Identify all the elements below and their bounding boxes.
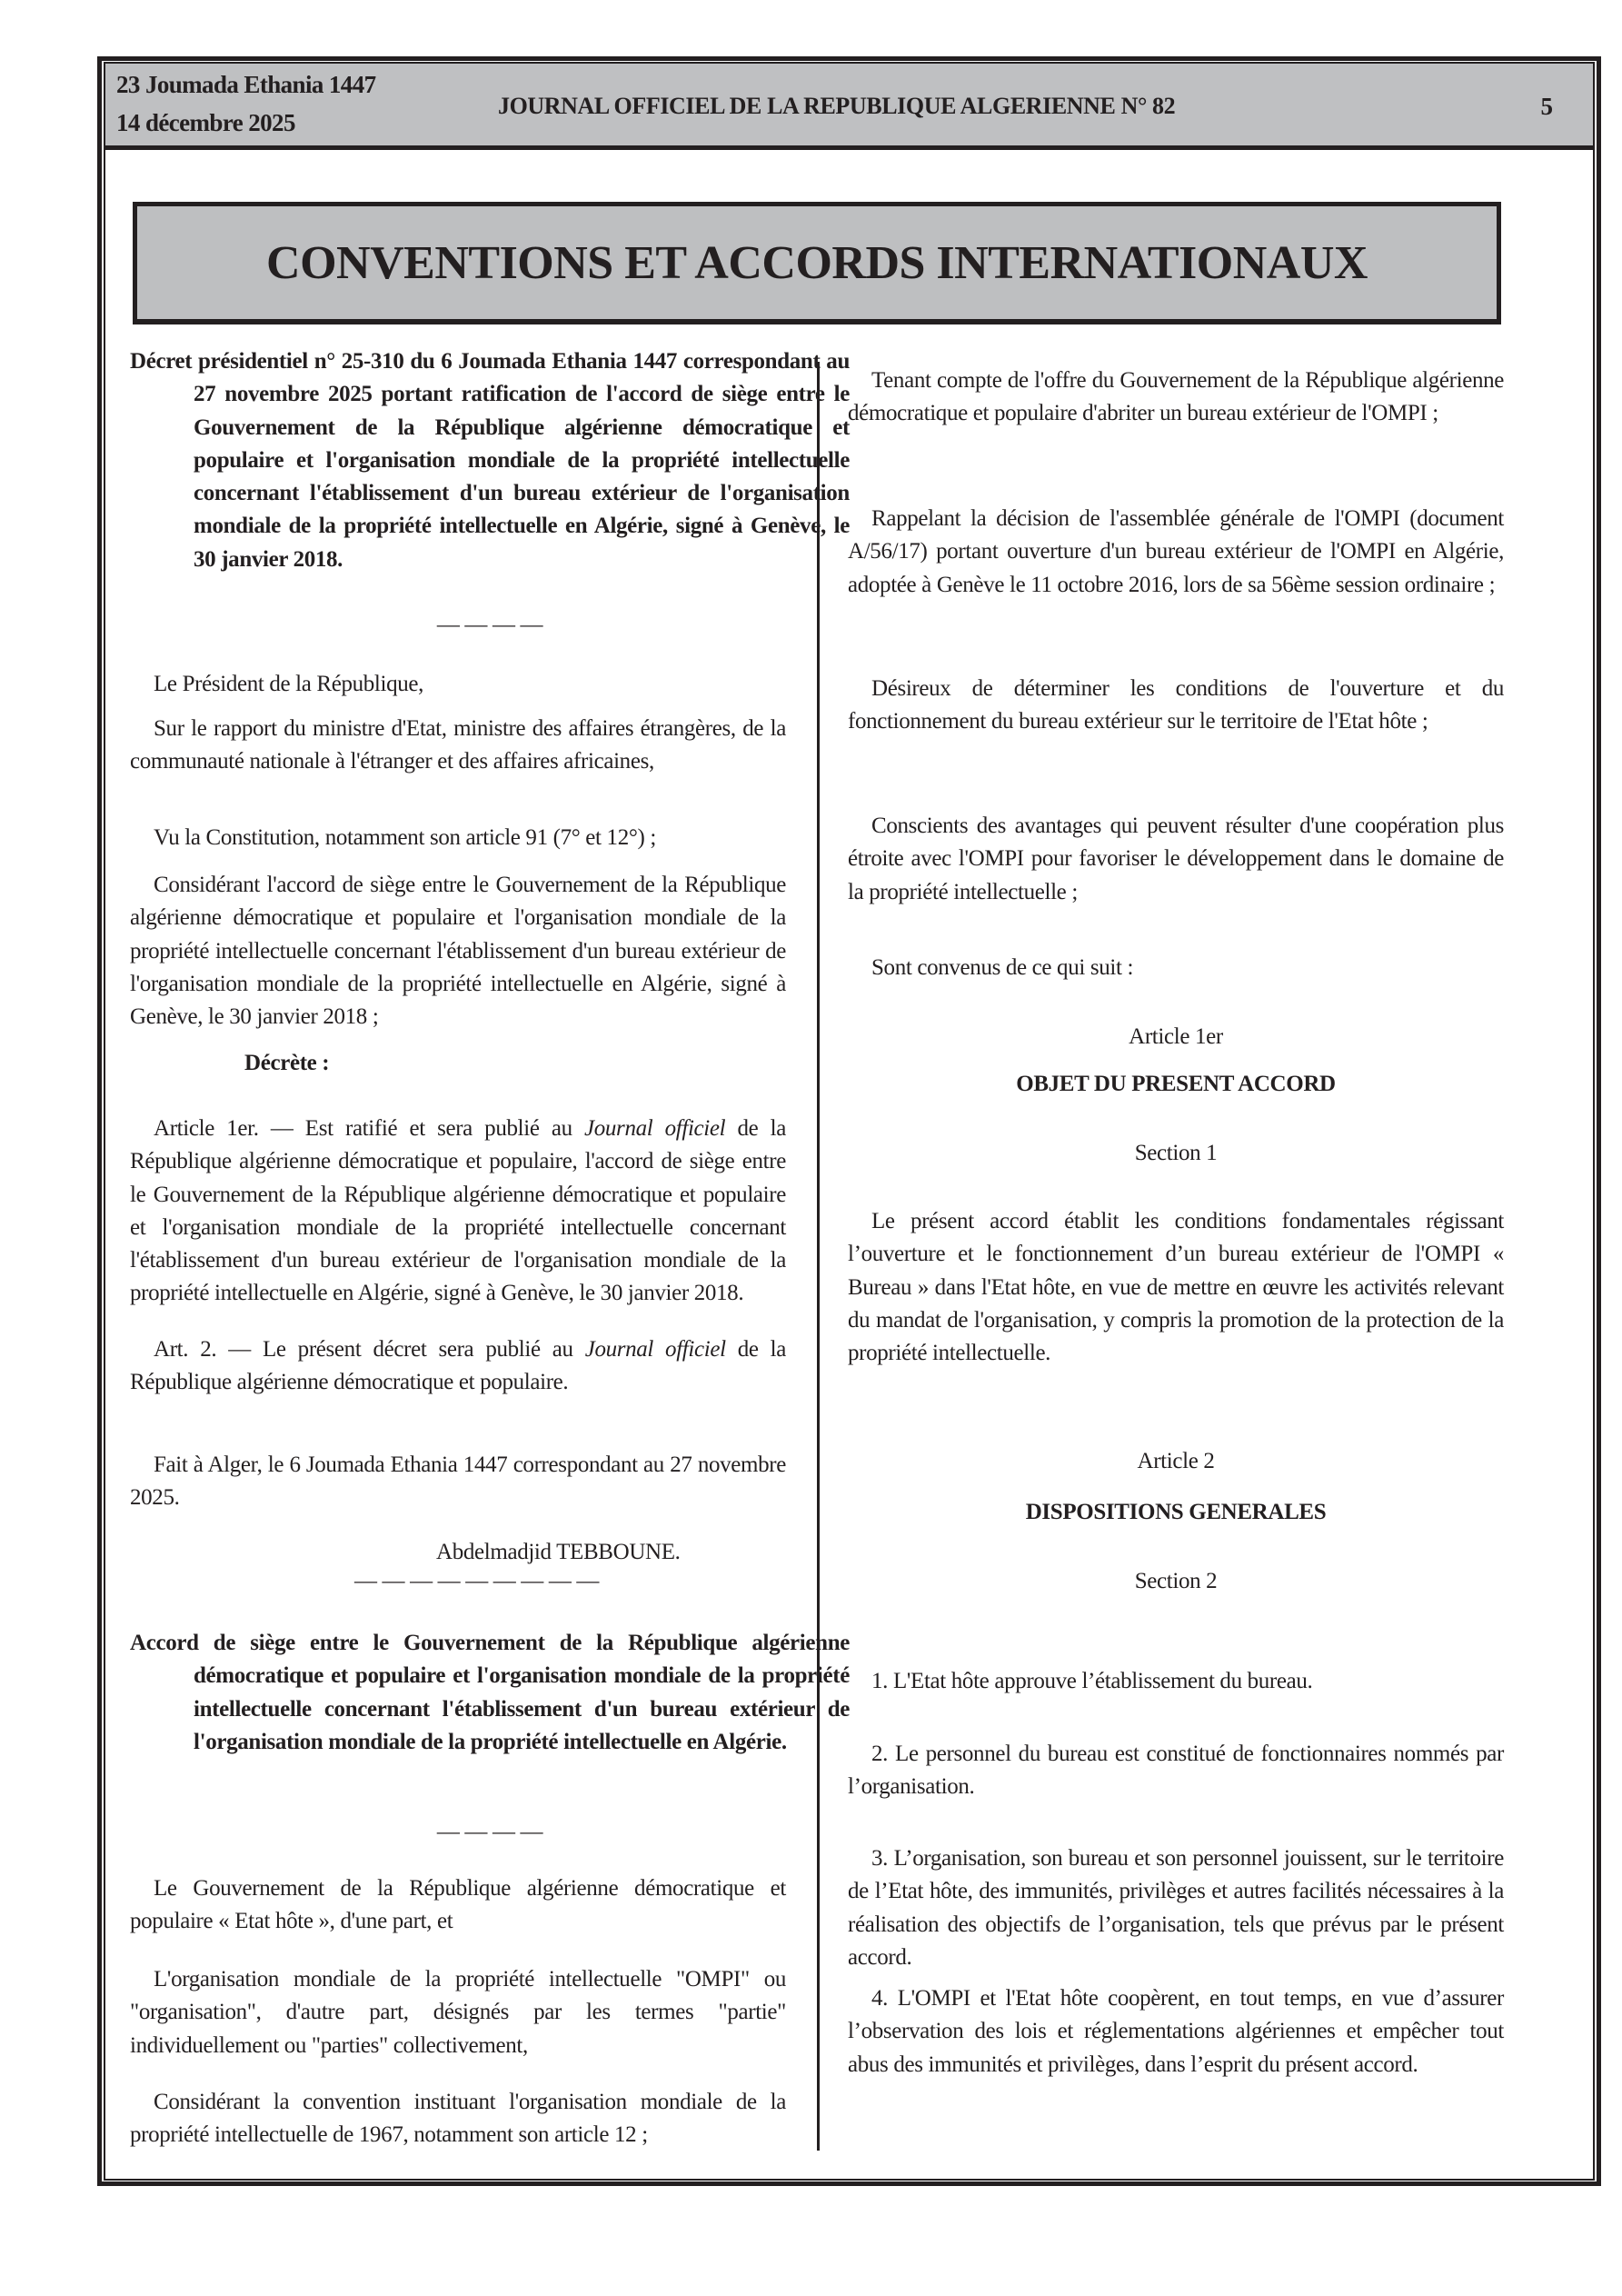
journal-officiel-italic: Journal officiel [584,1337,726,1362]
fait-a-alger: Fait à Alger, le 6 Joumada Ethania 1447 correspondant au 27 novembre 2025. [130,1452,786,1511]
accord-party-gouvernement: Le Gouvernement de la République algérienne démocratique et populaire « Etat hôte », d'une part, et [130,1876,786,1934]
section-1-label: Section 1 [1134,1141,1218,1165]
article-2-point-1: 1. L'Etat hôte approuve l’établissement du bureau. [871,1669,1313,1693]
header-hijri-date: 23 Joumada Ethania 1447 [116,71,376,98]
signature: Abdelmadjid TEBBOUNE. [436,1540,681,1564]
section-2-label: Section 2 [1134,1569,1218,1593]
accord-considerant: Considérant la convention instituant l'organisation mondiale de la propriété intellectuelle de 1967, notamment son article 12 ; [130,2090,786,2148]
article-2-point-3: 3. L’organisation, son bureau et son personnel jouissent, sur le territoire de l’Etat hôte, des immunités, privilèges et autres facilités nécessaires à la réalisation des objectifs de l’organisation, tels que prévus par le présent accord. [848,1846,1504,1970]
article-1-title: OBJET DU PRESENT ACCORD [1016,1072,1336,1096]
journal-officiel-italic: Journal officiel [584,1116,726,1141]
separator: — — — — [436,613,543,637]
preamble-desireux: Désireux de déterminer les conditions de l'ouverture et du fonctionnement du bureau extérieur sur le territoire de l'Etat hôte ; [848,676,1504,734]
separator: — — — — [436,1820,543,1844]
journal-title: JOURNAL OFFICIEL DE LA REPUBLIQUE ALGERIENNE N° 82 [498,93,1176,119]
page-number: 5 [1540,93,1553,120]
preamble-considerant: Considérant l'accord de siège entre le Gouvernement de la République algérienne démocratique et populaire et l'organisation mondiale de la propriété intellectuelle concernant l'établissement d'un bureau extérieur de l'organisation mondiale de la propriété intellectuelle en Algérie, signé à Genève, le 30 janvier 2018 ; [130,873,786,1030]
header-date: 14 décembre 2025 [116,109,295,136]
separator: — — — — — — — — — [354,1569,600,1593]
running-header [105,64,1593,150]
article-2-label: Article 2 [1137,1449,1215,1473]
text: Article 1er. — Est ratifié et sera publié au [154,1116,585,1141]
accord-party-organisation: L'organisation mondiale de la propriété intellectuelle "OMPI" ou "organisation", d'autre part, désignés par les termes "partie" individuellement ou "parties" collectivement, [130,1967,786,2058]
preamble-conscients: Conscients des avantages qui peuvent résulter d'une coopération plus étroite avec l'OMPI pour favoriser le développement dans le domaine de la propriété intellectuelle ; [848,814,1504,904]
decree-article-1 [130,1113,786,1311]
article-2-title: DISPOSITIONS GENERALES [1025,1500,1327,1524]
article-2-point-2: 2. Le personnel du bureau est constitué de fonctionnaires nommés par l’organisation. [848,1742,1504,1800]
article-2-point-4: 4. L'OMPI et l'Etat hôte coopèrent, en tout temps, en vue d’assurer l’observation des lois et réglementations algériennes et empêcher tout abus des immunités et privilèges, dans l’esprit du présent accord. [848,1986,1504,2077]
column-divider [817,362,820,2151]
accord-heading: Accord de siège entre le Gouvernement de la République algérienne démocratique et populaire et l'organisation mondiale de la propriété intellectuelle concernant l'établissement d'un bureau extérieur de l'organisation mondiale de la propriété intellectuelle en Algérie. [130,1631,850,1754]
preamble-tenant: Tenant compte de l'offre du Gouvernement de la République algérienne démocratique et populaire d'abriter un bureau extérieur de l'OMPI ; [848,368,1504,426]
article-1-label: Article 1er [1129,1024,1223,1049]
preamble-rappelant: Rappelant la décision de l'assemblée générale de l'OMPI (document A/56/17) portant ouverture d'un bureau extérieur de l'OMPI en Algérie, adoptée à Genève le 11 octobre 2016, lors de sa 56ème session ordinaire ; [848,506,1504,597]
sont-convenus: Sont convenus de ce qui suit : [871,955,1134,980]
preamble-sur-rapport: Sur le rapport du ministre d'Etat, ministre des affaires étrangères, de la communauté nationale à l'étranger et des affaires africaines, [130,716,786,774]
preamble-vu-constitution: Vu la Constitution, notamment son article 91 (7° et 12°) ; [154,825,656,850]
decrete-label: Décrète : [244,1051,330,1075]
decree-article-2 [130,1333,786,1400]
section-title-box [133,202,1501,324]
article-1-text: Le présent accord établit les conditions fondamentales régissant l’ouverture et le fonctionnement d’un bureau extérieur de l'OMPI « Bureau » dans l'Etat hôte, en vue de mettre en œuvre les activités relevant du mandat de l'organisation, y compris la promotion de la protection de la propriété intellectuelle. [848,1209,1504,1366]
text: de la République algérienne démocratique et populaire, l'accord de siège entre le Gouvernement de la République algérienne démocratique et populaire et l'organisation mondiale de la propriété intellectuelle concernant l'établissement d'un bureau extérieur de l'organisation mondiale de la propriété intellectuelle en Algérie, signé à Genève, le 30 janvier 2018. [130,1116,787,1306]
preamble-president: Le Président de la République, [154,672,424,696]
text: de la République algérienne démocratique et populaire. [130,1337,786,1395]
text: Art. 2. — Le présent décret sera publié au [154,1337,585,1362]
section-title: CONVENTIONS ET ACCORDS INTERNATIONAUX [266,236,1368,289]
decree-heading: Décret présidentiel n° 25-310 du 6 Joumada Ethania 1447 correspondant au 27 novembre 2025 portant ratification de l'accord de siège entre le Gouvernement de la République algérienne démocratique et populaire et l'organisation mondiale de la propriété intellectuelle concernant l'établissement d'un bureau extérieur de l'organisation mondiale de la propriété intellectuelle en Algérie, signé à Genève, le 30 janvier 2018. [130,349,850,572]
